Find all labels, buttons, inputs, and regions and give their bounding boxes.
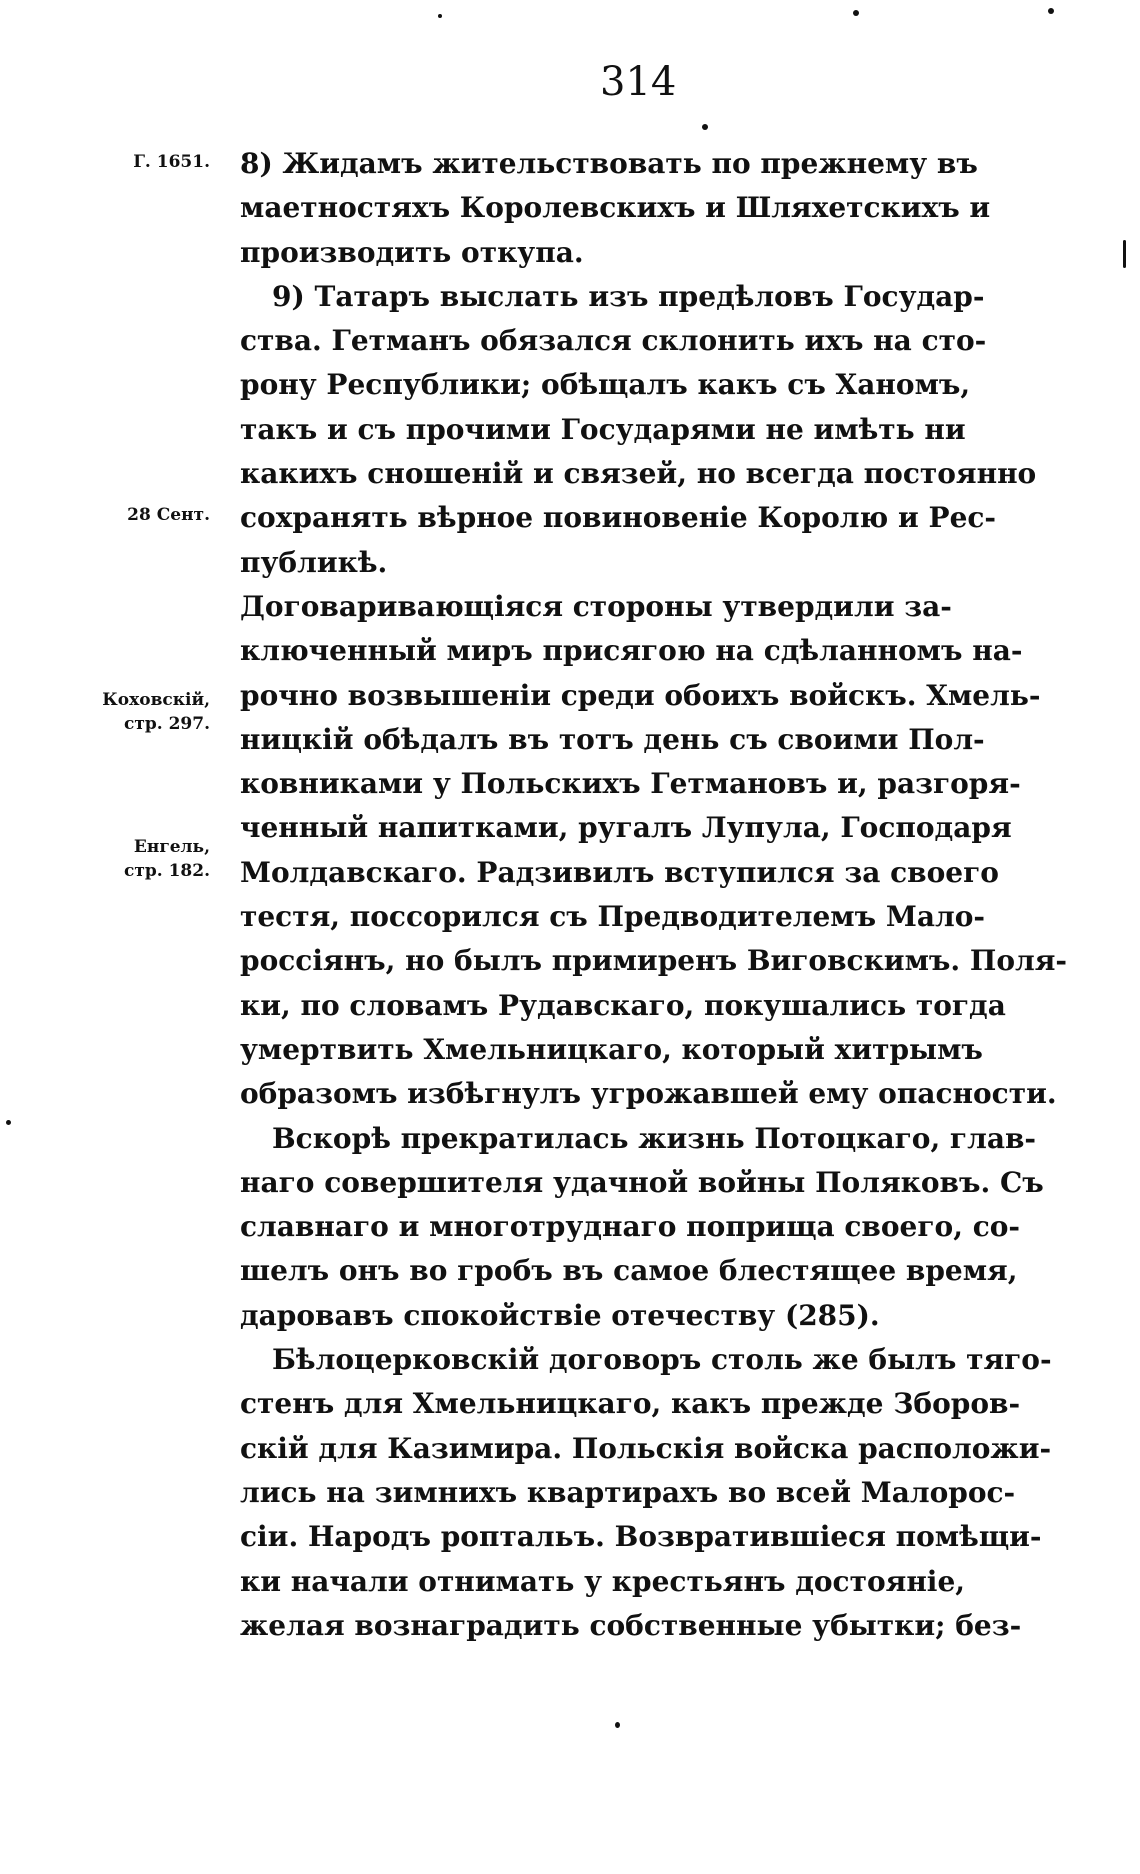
text-line: даровавъ спокойствіе отечеству (285). xyxy=(240,1298,880,1332)
text-line: рону Республики; обѣщалъ какъ съ Ханомъ, xyxy=(240,368,971,402)
scan-edge-mark xyxy=(1123,240,1126,268)
text-line: тестя, поссорился съ Предводителемъ Мало- xyxy=(240,900,986,934)
text-line: Вскорѣ прекратилась жизнь Потоцкаго, глав- xyxy=(272,1121,1037,1155)
text-line: сіи. Народъ роптальъ. Возвратившіеся помѣщи- xyxy=(240,1520,1042,1554)
text-line: наго совершителя удачной войны Поляковъ. Съ xyxy=(240,1165,1044,1199)
text-line: производить откупа. xyxy=(240,235,584,269)
scan-speck xyxy=(615,1722,620,1728)
text-line: публикѣ. xyxy=(240,545,388,579)
text-line: скій для Казимира. Польскія войска расположи- xyxy=(240,1431,1052,1465)
margin-note-engel: Енгель, стр. 182. xyxy=(123,837,210,881)
text-line: какихъ сношеній и связей, но всегда постоянно xyxy=(240,457,1037,491)
margin-note-date: 28 Сент. xyxy=(127,505,210,525)
text-line: стенъ для Хмельницкаго, какъ прежде Зборов- xyxy=(240,1387,1021,1421)
text-line: россіянъ, но былъ примиренъ Виговскимъ. Поля- xyxy=(240,944,1068,978)
scan-speck xyxy=(438,14,442,18)
margin-note-kochowski: Коховскій, стр. 297. xyxy=(102,690,210,734)
text-line: 9) Татаръ выслать изъ предѣловъ Государ- xyxy=(272,279,985,313)
text-line: славнаго и многотруднаго поприща своего, со- xyxy=(240,1210,1021,1244)
text-line: Молдавскаго. Радзивилъ вступился за своего xyxy=(240,855,999,889)
text-line: маетностяхъ Королевскихъ и Шляхетскихъ и xyxy=(240,191,991,225)
text-line: образомъ избѣгнулъ угрожавшей ему опасности. xyxy=(240,1077,1057,1111)
text-line: умертвить Хмельницкаго, который хитрымъ xyxy=(240,1032,983,1066)
text-line: ковниками у Польскихъ Гетмановъ и, разгоря- xyxy=(240,767,1021,801)
text-line: рочно возвышеніи среди обоихъ войскъ. Хмель- xyxy=(240,678,1041,712)
text-line: Договаривающіяся стороны утвердили за- xyxy=(240,589,952,623)
scan-speck xyxy=(702,124,708,130)
scan-speck xyxy=(1048,8,1054,14)
text-line: ки, по словамъ Рудавскаго, покушались тогда xyxy=(240,988,1006,1022)
text-line: сохранять вѣрное повиновеніе Королю и Рес- xyxy=(240,501,997,535)
body-text xyxy=(240,142,1068,1648)
text-line: ключенный миръ присягою на сдѣланномъ на- xyxy=(240,634,1023,668)
text-line: ницкій обѣдалъ въ тотъ день съ своими Пол- xyxy=(240,722,985,756)
text-line: ки начали отнимать у крестьянъ достояніе, xyxy=(240,1564,966,1598)
scan-speck xyxy=(853,10,859,16)
text-line: такъ и съ прочими Государями не имѣть ни xyxy=(240,412,966,446)
text-line: 8) Жидамъ жительствовать по прежнему въ xyxy=(240,147,978,180)
text-line: Бѣлоцерковскій договоръ столь же былъ тяго- xyxy=(272,1343,1052,1377)
text-line: ченный напитками, ругалъ Лупула, Господаря xyxy=(240,811,1012,845)
text-line: ства. Гетманъ обязался склонить ихъ на сто- xyxy=(240,324,987,358)
text-line: лись на зимнихъ квартирахъ во всей Малорос- xyxy=(240,1475,1016,1509)
scan-speck xyxy=(6,1120,11,1125)
text-line: желая вознаградить собственные убытки; без- xyxy=(240,1608,1022,1642)
text-line: шелъ онъ во гробъ въ самое блестящее время, xyxy=(240,1254,1018,1288)
margin-note-year: Г. 1651. xyxy=(133,152,210,172)
page-number: 314 xyxy=(600,59,677,105)
